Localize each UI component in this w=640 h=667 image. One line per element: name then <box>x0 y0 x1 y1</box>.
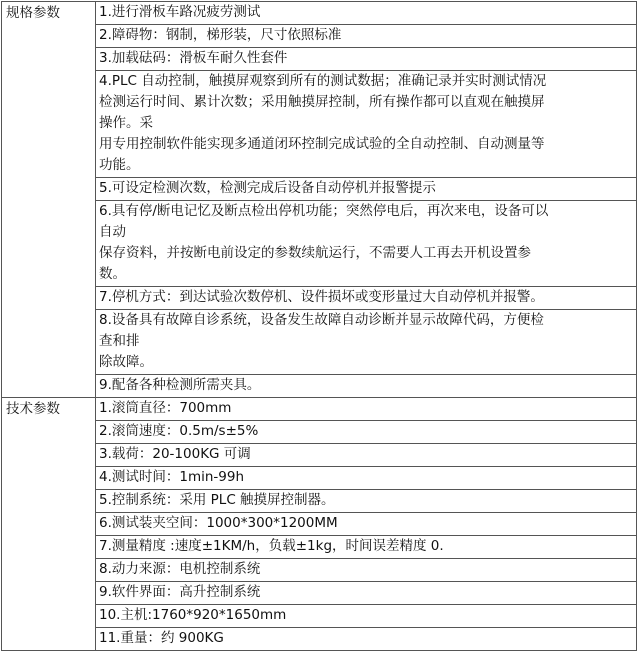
tech-item-8: 8.动力来源：电机控制系统 <box>96 559 636 582</box>
spec-item-9: 9.配备各种检测所需夹具。 <box>99 377 261 393</box>
section-label-spec: 规格参数 <box>2 2 96 398</box>
spec-item-2: 2.障碍物：钢制，梯形装，尺寸依照标准 <box>96 25 636 48</box>
tech-item-5: 5.控制系统：采用 PLC 触摸屏控制器。 <box>96 490 636 513</box>
spec-item-6: 6.具有停/断电记忆及断点检出停机功能；突然停电后，再次来电，设备可以 自动 保存资料，并按断电前设定的参数续航运行，不需要人工再去开机设置参 数。 <box>96 201 636 287</box>
spec-table <box>1 1 637 651</box>
section-body-spec <box>96 2 637 398</box>
tech-item-10: 10.主机:1760*920*1650mm <box>96 605 636 628</box>
section-row-spec <box>2 2 637 398</box>
tech-item-1: 1.滚筒直径：700mm <box>96 398 636 421</box>
spec-item-5: 5.可设定检测次数，检测完成后设备自动停机并报警提示 <box>96 178 636 201</box>
spec-item-4: 4.PLC 自动控制，触摸屏观察到所有的测试数据；准确记录并实时测试情况 检测运行时间、累计次数；采用触摸屏控制，所有操作都可以直观在触摸屏 操作。采 用专用控制软件能实现多通道闭环控制完成试验的全自动控制、自动测量等 功能。 <box>96 71 636 178</box>
tech-item-11: 11.重量：约 900KG <box>99 630 224 646</box>
spec-item-3: 3.加载砝码：滑板车耐久性套件 <box>96 48 636 71</box>
tech-item-7: 7.测量精度 :速度±1KM/h，负载±1kg，时间误差精度 0. <box>96 536 636 559</box>
tech-item-2: 2.滚筒速度：0.5m/s±5% <box>96 421 636 444</box>
tech-item-6: 6.测试装夹空间：1000*300*1200MM <box>96 513 636 536</box>
spec-item-1: 1.进行滑板车路况疲劳测试 <box>96 2 636 25</box>
tech-item-3: 3.载荷：20-100KG 可调 <box>96 444 636 467</box>
section-label-tech: 技术参数 <box>2 398 96 651</box>
section-body-tech <box>96 398 637 651</box>
spec-item-8: 8.设备具有故障自诊系统，设备发生故障自动诊断并显示故障代码，方便检 查和排 除故障。 <box>96 310 636 375</box>
spec-item-7: 7.停机方式：到达试验次数停机、设件损坏或变形量过大自动停机并报警。 <box>96 287 636 310</box>
tech-item-4: 4.测试时间：1min-99h <box>96 467 636 490</box>
section-row-tech <box>2 398 637 651</box>
tech-item-9: 9.软件界面：高升控制系统 <box>96 582 636 605</box>
